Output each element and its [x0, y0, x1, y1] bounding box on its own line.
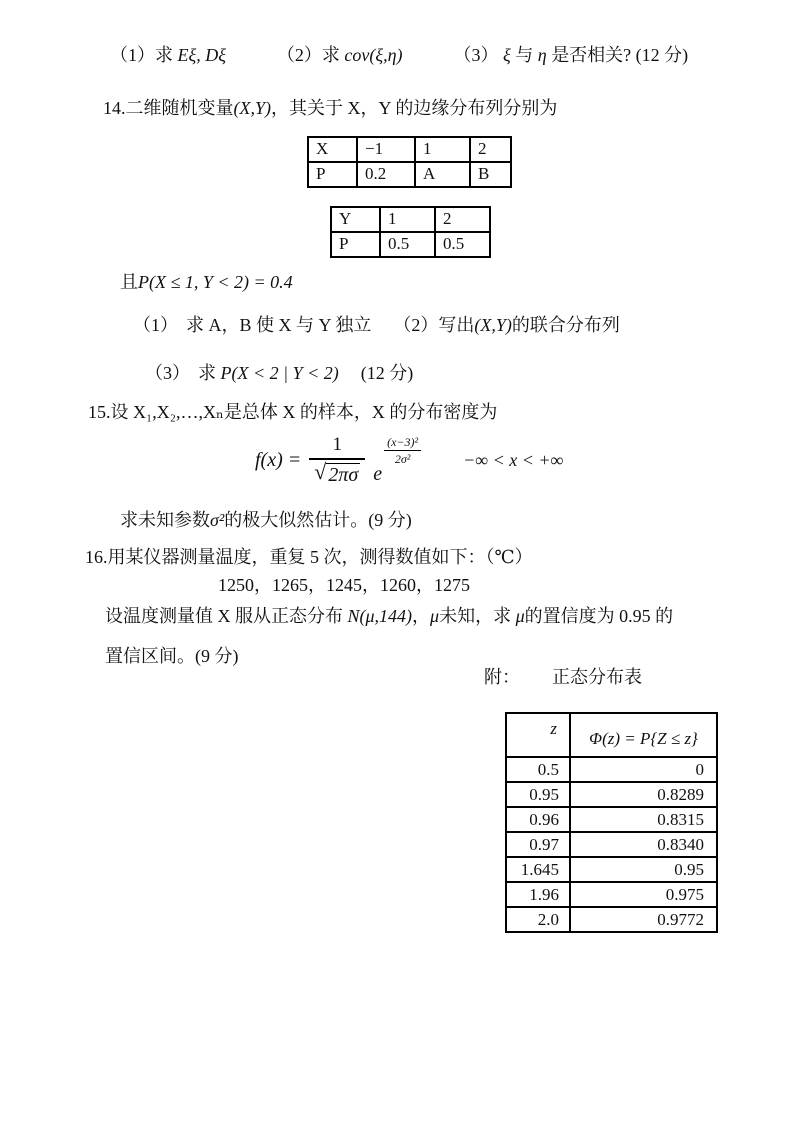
table-cell: 1 — [415, 137, 470, 162]
q13-part3-rest: 是否相关? (12 分) — [551, 45, 689, 65]
table-row — [506, 807, 717, 832]
table-cell: Y — [331, 207, 380, 232]
appendix-title: 正态分布表 — [552, 667, 642, 687]
exponent-numerator: (x−3)² — [384, 435, 421, 451]
z-value: 2.0 — [506, 907, 570, 932]
q14-parts1-math: (X,Y) — [474, 315, 512, 335]
q14-parts1-text: 求 A，B 使 X 与 Y 独立 — [186, 315, 372, 335]
q14-parts2-label: （3） — [145, 363, 190, 383]
e-base: e — [373, 462, 383, 485]
q15-task-pre: 求未知参数 — [120, 510, 210, 530]
q13-part3-math-eta: η — [537, 45, 547, 65]
q14-parts2-score: (12 分) — [360, 363, 414, 383]
table-row — [506, 882, 717, 907]
q16-heading: 16.用某仪器测量温度，重复 5 次，测得数值如下：（℃） — [85, 547, 533, 567]
phi-value: 0.8315 — [570, 807, 717, 832]
table-cell: B — [470, 162, 511, 187]
z-value: 1.645 — [506, 857, 570, 882]
table-row — [308, 162, 511, 187]
q13-part2-label: （2）求 — [276, 45, 340, 65]
phi-value: 0.8340 — [570, 832, 717, 857]
appendix-heading — [484, 664, 642, 690]
z-value: 0.95 — [506, 782, 570, 807]
z-value: 1.96 — [506, 882, 570, 907]
table-row — [331, 232, 490, 257]
q15-density-formula — [255, 426, 563, 494]
q16-line2-a: 设温度测量值 X 服从正态分布 — [105, 606, 343, 626]
q14-heading-post: ，其关于 X，Y 的边缘分布列分别为 — [271, 98, 558, 118]
q14-parts-line1 — [133, 312, 620, 338]
domain-condition: −∞ < x < +∞ — [463, 449, 564, 470]
q14-parts1-rest: 的联合分布列 — [511, 315, 620, 335]
table-header-row — [506, 713, 717, 757]
q14-parts2-math: P(X < 2 | Y < 2) — [220, 363, 339, 383]
z-value: 0.5 — [506, 757, 570, 782]
normal-distribution-table — [505, 712, 718, 933]
phi-value: 0.9772 — [570, 907, 717, 932]
formula-lhs: f(x) = — [255, 448, 302, 471]
q13-part3-mid: 与 — [515, 45, 534, 65]
q16-line2-b: ， — [412, 606, 431, 626]
q16-measurements: 1250，1265，1245，1260，1275 — [218, 575, 470, 595]
table-cell: −1 — [357, 137, 415, 162]
radical-sign: √ — [314, 458, 327, 484]
table-cell: 0.5 — [435, 232, 490, 257]
phi-value: 0.8289 — [570, 782, 717, 807]
q14-parts1-label: （1） — [133, 315, 178, 335]
table-row — [506, 782, 717, 807]
q13-part1-label: （1）求 — [110, 45, 173, 65]
q13-options-line — [110, 42, 688, 68]
q14-given-condition — [120, 269, 293, 295]
q15-task-math: σ² — [210, 510, 225, 530]
q14-heading-pre: 14.二维随机变量 — [103, 98, 234, 118]
marginal-y-table — [330, 206, 491, 258]
q16-line2-math2: μ — [430, 606, 440, 626]
table-row — [506, 857, 717, 882]
table-cell: P — [308, 162, 357, 187]
phi-value: 0.975 — [570, 882, 717, 907]
q13-part1-math: Eξ, Dξ — [177, 45, 226, 65]
table-cell: P — [331, 232, 380, 257]
formula-fraction — [309, 434, 365, 487]
q13-part3-math-xi: ξ — [503, 45, 511, 65]
q13-part3-label: （3） — [453, 45, 499, 65]
q13-part2-math: cov(ξ,η) — [344, 45, 403, 65]
table-cell: 0.5 — [380, 232, 435, 257]
table-row — [331, 207, 490, 232]
table-cell: 2 — [470, 137, 511, 162]
q16-closing-line: 置信区间。(9 分) — [105, 646, 239, 666]
table-row — [506, 907, 717, 932]
table-row — [308, 137, 511, 162]
q14-parts1-label2: （2）写出 — [393, 315, 475, 335]
q14-heading-math: (X,Y) — [233, 98, 271, 118]
q15-heading: 15.设 X₁,X₂,…,Xₙ是总体 X 的样本，X 的分布密度为 — [88, 402, 498, 422]
z-value: 0.96 — [506, 807, 570, 832]
q14-parts2-text: 求 — [198, 363, 216, 383]
phi-value: 0.95 — [570, 857, 717, 882]
z-value: 0.97 — [506, 832, 570, 857]
q15-task — [120, 507, 412, 533]
fraction-numerator: 1 — [332, 433, 342, 455]
exponential-term — [373, 435, 421, 486]
q16-assumption-line — [105, 603, 673, 629]
q14-given-pre: 且 — [120, 272, 138, 292]
phi-column-header: Φ(z) = P{Z ≤ z} — [570, 713, 717, 757]
q16-line2-c: 未知，求 — [439, 606, 512, 626]
exponent-fraction — [384, 435, 421, 466]
q15-task-post: 的极大似然估计。(9 分) — [224, 510, 412, 530]
q14-heading — [103, 95, 557, 121]
q14-parts-line2 — [145, 360, 413, 386]
table-row — [506, 832, 717, 857]
q14-given-math: P(X ≤ 1, Y < 2) = 0.4 — [138, 272, 293, 292]
table-cell: 0.2 — [357, 162, 415, 187]
table-cell: 1 — [380, 207, 435, 232]
table-cell: A — [415, 162, 470, 187]
z-column-header: z — [506, 713, 570, 757]
table-cell: X — [308, 137, 357, 162]
phi-value: 0 — [570, 757, 717, 782]
exponent-denominator: 2σ² — [394, 451, 411, 466]
table-cell: 2 — [435, 207, 490, 232]
marginal-x-table — [307, 136, 512, 188]
q16-line2-math3: μ — [515, 606, 525, 626]
appendix-label: 附： — [484, 667, 520, 687]
radicand: 2πσ — [328, 463, 359, 486]
q16-line2-d: 的置信度为 0.95 的 — [524, 606, 674, 626]
fraction-denominator — [309, 458, 365, 487]
table-row — [506, 757, 717, 782]
q16-line2-math1: N(μ,144) — [347, 606, 413, 626]
